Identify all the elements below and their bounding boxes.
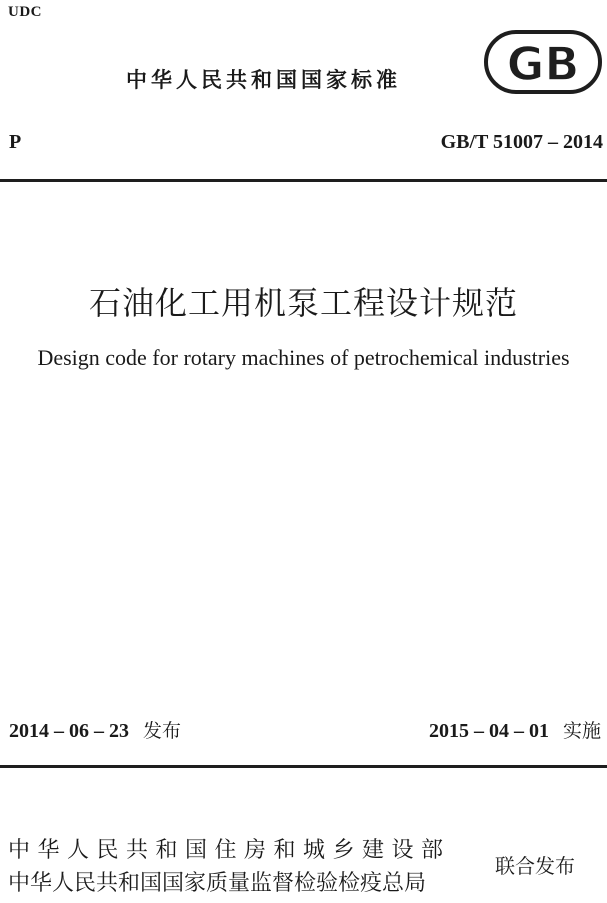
gb-logo-graphic [484, 30, 602, 94]
title-english: Design code for rotary machines of petrochemical industries [37, 345, 570, 370]
standard-number: GB/T 51007 – 2014 [440, 131, 603, 153]
top-divider [0, 179, 607, 182]
issue-label: 发布 [143, 720, 182, 742]
title-chinese: 石油化工用机泵工程设计规范 [88, 284, 518, 322]
gb-logo-text: GB [506, 37, 580, 91]
issue-date: 2014 – 06 – 23 [9, 720, 129, 742]
issue-date-line [9, 716, 181, 743]
issuer-aqsiq: 中华人民共和国国家质量监督检验检疫总局 [8, 871, 427, 896]
gb-logo [484, 30, 602, 94]
national-standard-heading: 中华人民共和国国家标准 [126, 68, 401, 92]
issuer-ministry-housing: 中华人民共和国住房和城乡建设部 [8, 838, 451, 863]
joint-issue-label: 联合发布 [495, 854, 575, 878]
implementation-label: 实施 [562, 720, 601, 742]
udc-label: UDC [8, 4, 42, 20]
implementation-date-line [429, 716, 601, 743]
implementation-date: 2015 – 04 – 01 [428, 720, 549, 742]
bottom-divider [0, 765, 607, 768]
classification-code: P [9, 131, 22, 153]
